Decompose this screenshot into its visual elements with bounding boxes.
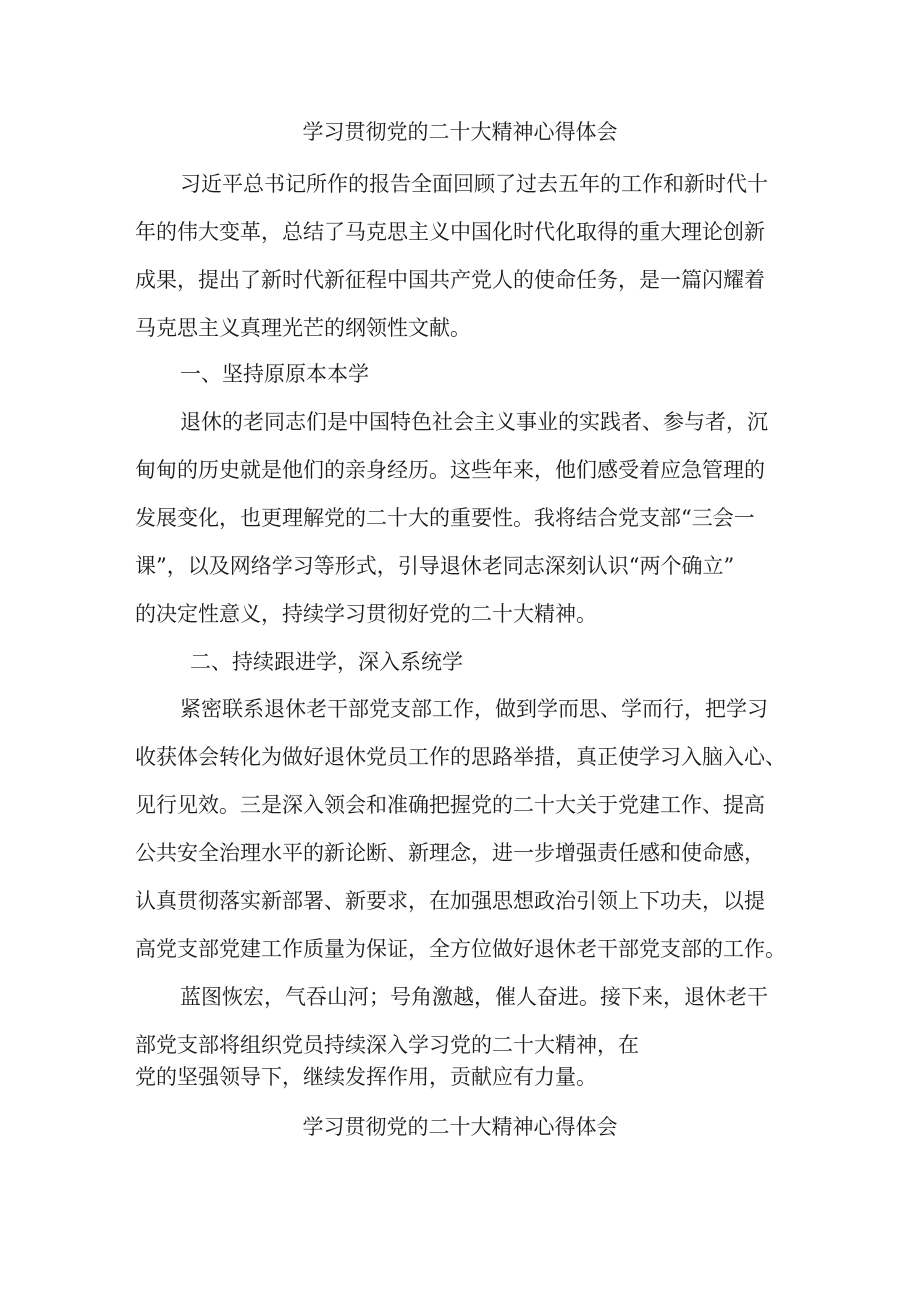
paragraph-3-line-4: 公共安全治理水平的新论断、新理念，进一步增强责任感和使命感， [135,841,765,865]
paragraph-2-line-2: 甸甸的历史就是他们的亲身经历。这些年来，他们感受着应急管理的 [135,458,765,482]
paragraph-4-line-3: 党的坚强领导下，继续发挥作用，贡献应有力量。 [135,1065,597,1089]
section-heading-2: 二、持续跟进学，深入系统学 [190,650,463,674]
paragraph-4-line-1: 蓝图恢宏，气吞山河；号角激越，催人奋进。接下来，退休老干 [180,985,768,1009]
paragraph-3-line-1: 紧密联系退休老干部党支部工作，做到学而思、学而行，把学习 [180,697,768,721]
paragraph-2-line-1: 退休的老同志们是中国特色社会主义事业的实践者、参与者，沉 [180,410,768,434]
paragraph-1-line-1: 习近平总书记所作的报告全面回顾了过去五年的工作和新时代十 [180,172,768,196]
paragraph-2-line-3: 发展变化，也更理解党的二十大的重要性。我将结合党支部“三会一 [135,506,755,530]
paragraph-1-line-3: 成果，提出了新时代新征程中国共产党人的使命任务，是一篇闪耀着 [135,268,765,292]
paragraph-3-line-5: 认真贯彻落实新部署、新要求，在加强思想政治引领上下功夫，以提 [135,889,765,913]
paragraph-3-line-6: 高党支部党建工作质量为保证，全方位做好退休老干部党支部的工作。 [135,937,786,961]
paragraph-2-line-5: 的决定性意义，持续学习贯彻好党的二十大精神。 [135,602,597,626]
paragraph-2-line-4: 课”，以及网络学习等形式，引导退休老同志深刻认识“两个确立” [135,554,735,578]
paragraph-1-line-4: 马克思主义真理光芒的纲领性文献。 [135,316,471,340]
paragraph-1-line-2: 年的伟大变革，总结了马克思主义中国化时代化取得的重大理论创新 [135,220,765,244]
document-title: 学习贯彻党的二十大精神心得体会 [302,120,618,144]
paragraph-3-line-3: 见行见效。三是深入领会和准确把握党的二十大关于党建工作、提高 [135,793,765,817]
document-title-repeat: 学习贯彻党的二十大精神心得体会 [302,1115,618,1139]
section-heading-1: 一、坚持原原本本学 [180,362,369,386]
paragraph-3-line-2: 收获体会转化为做好退休党员工作的思路举措，真正使学习入脑入心、 [135,745,786,769]
paragraph-4-line-2: 部党支部将组织党员持续深入学习党的二十大精神，在 [135,1033,639,1057]
